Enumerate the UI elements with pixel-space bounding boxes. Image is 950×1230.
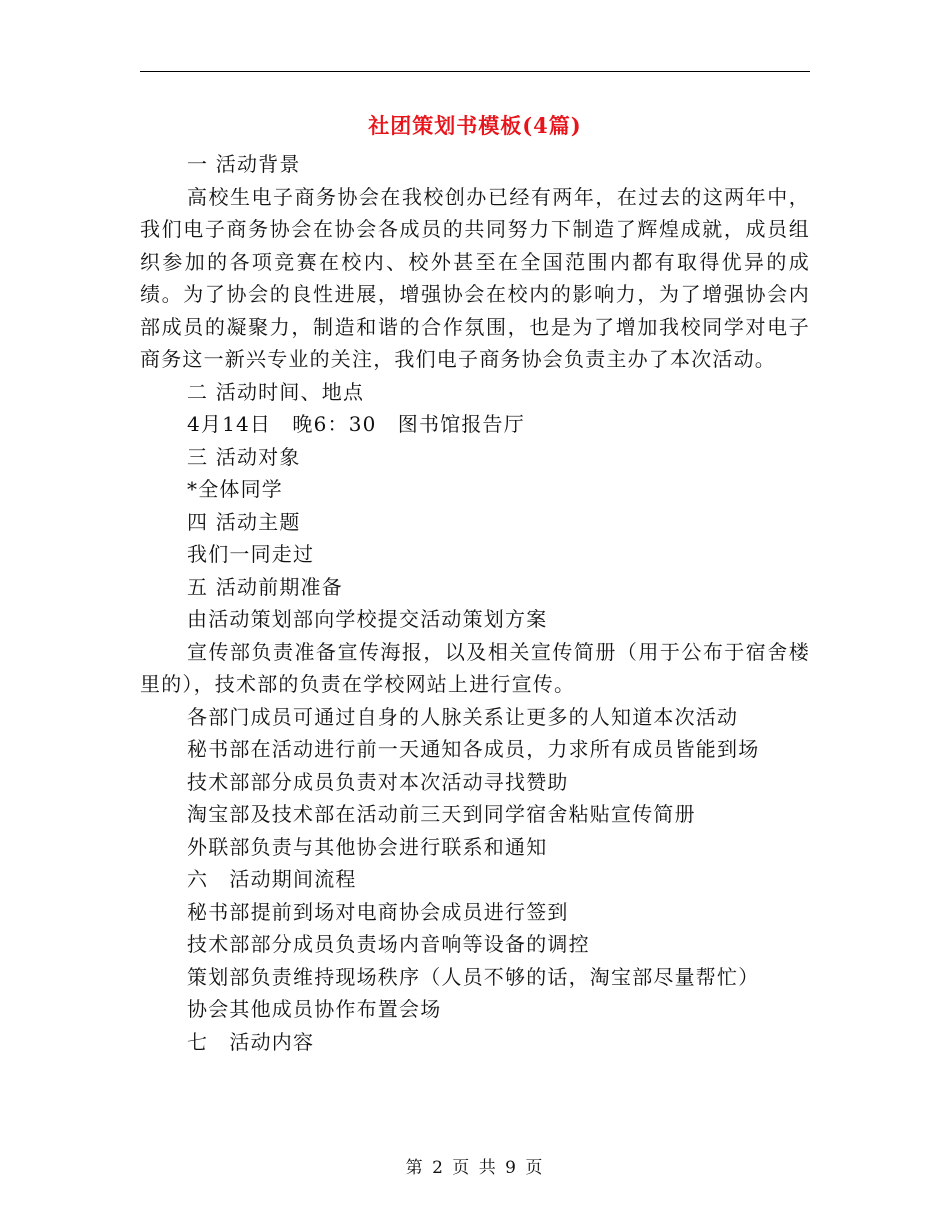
page-number: 第 2 页 共 9 页 <box>405 1158 545 1178</box>
body-line: 协会其他成员协作布置会场 <box>187 997 442 1021</box>
body-line: 秘书部在活动进行前一天通知各成员，力求所有成员皆能到场 <box>187 737 760 761</box>
body-line: 外联部负责与其他协会进行联系和通知 <box>187 834 548 859</box>
body-paragraph: 宣传部负责准备宣传海报，以及相关宣传简册（用于公布于宿舍楼里的），技术部的负责在学校网站上进行宣传。 <box>140 639 810 696</box>
body-line: 策划部负责维持现场秩序（人员不够的话，淘宝部尽量帮忙） <box>187 964 760 989</box>
section-heading: 四 活动主题 <box>187 509 301 534</box>
section-heading: 三 活动对象 <box>187 444 301 469</box>
body-line: 4月14日 晚6：30 图书馆报告厅 <box>187 412 525 436</box>
body-line: 我们一同走过 <box>187 542 315 566</box>
document-title: 社团策划书模板(4篇) <box>368 113 582 138</box>
body-line: 技术部部分成员负责场内音响等设备的调控 <box>187 932 590 956</box>
body-line: 技术部部分成员负责对本次活动寻找赞助 <box>187 769 569 794</box>
section-heading: 七 活动内容 <box>187 1029 315 1054</box>
body-line: 秘书部提前到场对电商协会成员进行签到 <box>187 899 569 924</box>
body-line: 各部门成员可通过自身的人脉关系让更多的人知道本次活动 <box>187 704 739 729</box>
body-line: *全体同学 <box>187 477 283 501</box>
section-heading: 五 活动前期准备 <box>187 574 343 599</box>
section-heading: 二 活动时间、地点 <box>187 379 365 404</box>
body-line: 由活动策划部向学校提交活动策划方案 <box>187 607 548 631</box>
section-heading: 一 活动背景 <box>187 152 301 176</box>
header-rule <box>140 71 810 72</box>
document-body <box>140 148 810 1058</box>
body-paragraph: 高校生电子商务协会在我校创办已经有两年，在过去的这两年中，我们电子商务协会在协会各成员的共同努力下制造了辉煌成就，成员组织参加的各项竞赛在校内、校外甚至在全国范围内都有取得优异的成绩。为了协会的良性进展，增强协会在校内的影响力，为了增强协会内部成员的凝聚力，制造和谐的合作氛围，也是为了增加我校同学对电子商务这一新兴专业的关注，我们电子商务协会负责主办了本次活动。 <box>140 184 810 371</box>
body-line: 淘宝部及技术部在活动前三天到同学宿舍粘贴宣传简册 <box>187 802 696 826</box>
section-heading: 六 活动期间流程 <box>187 867 357 891</box>
